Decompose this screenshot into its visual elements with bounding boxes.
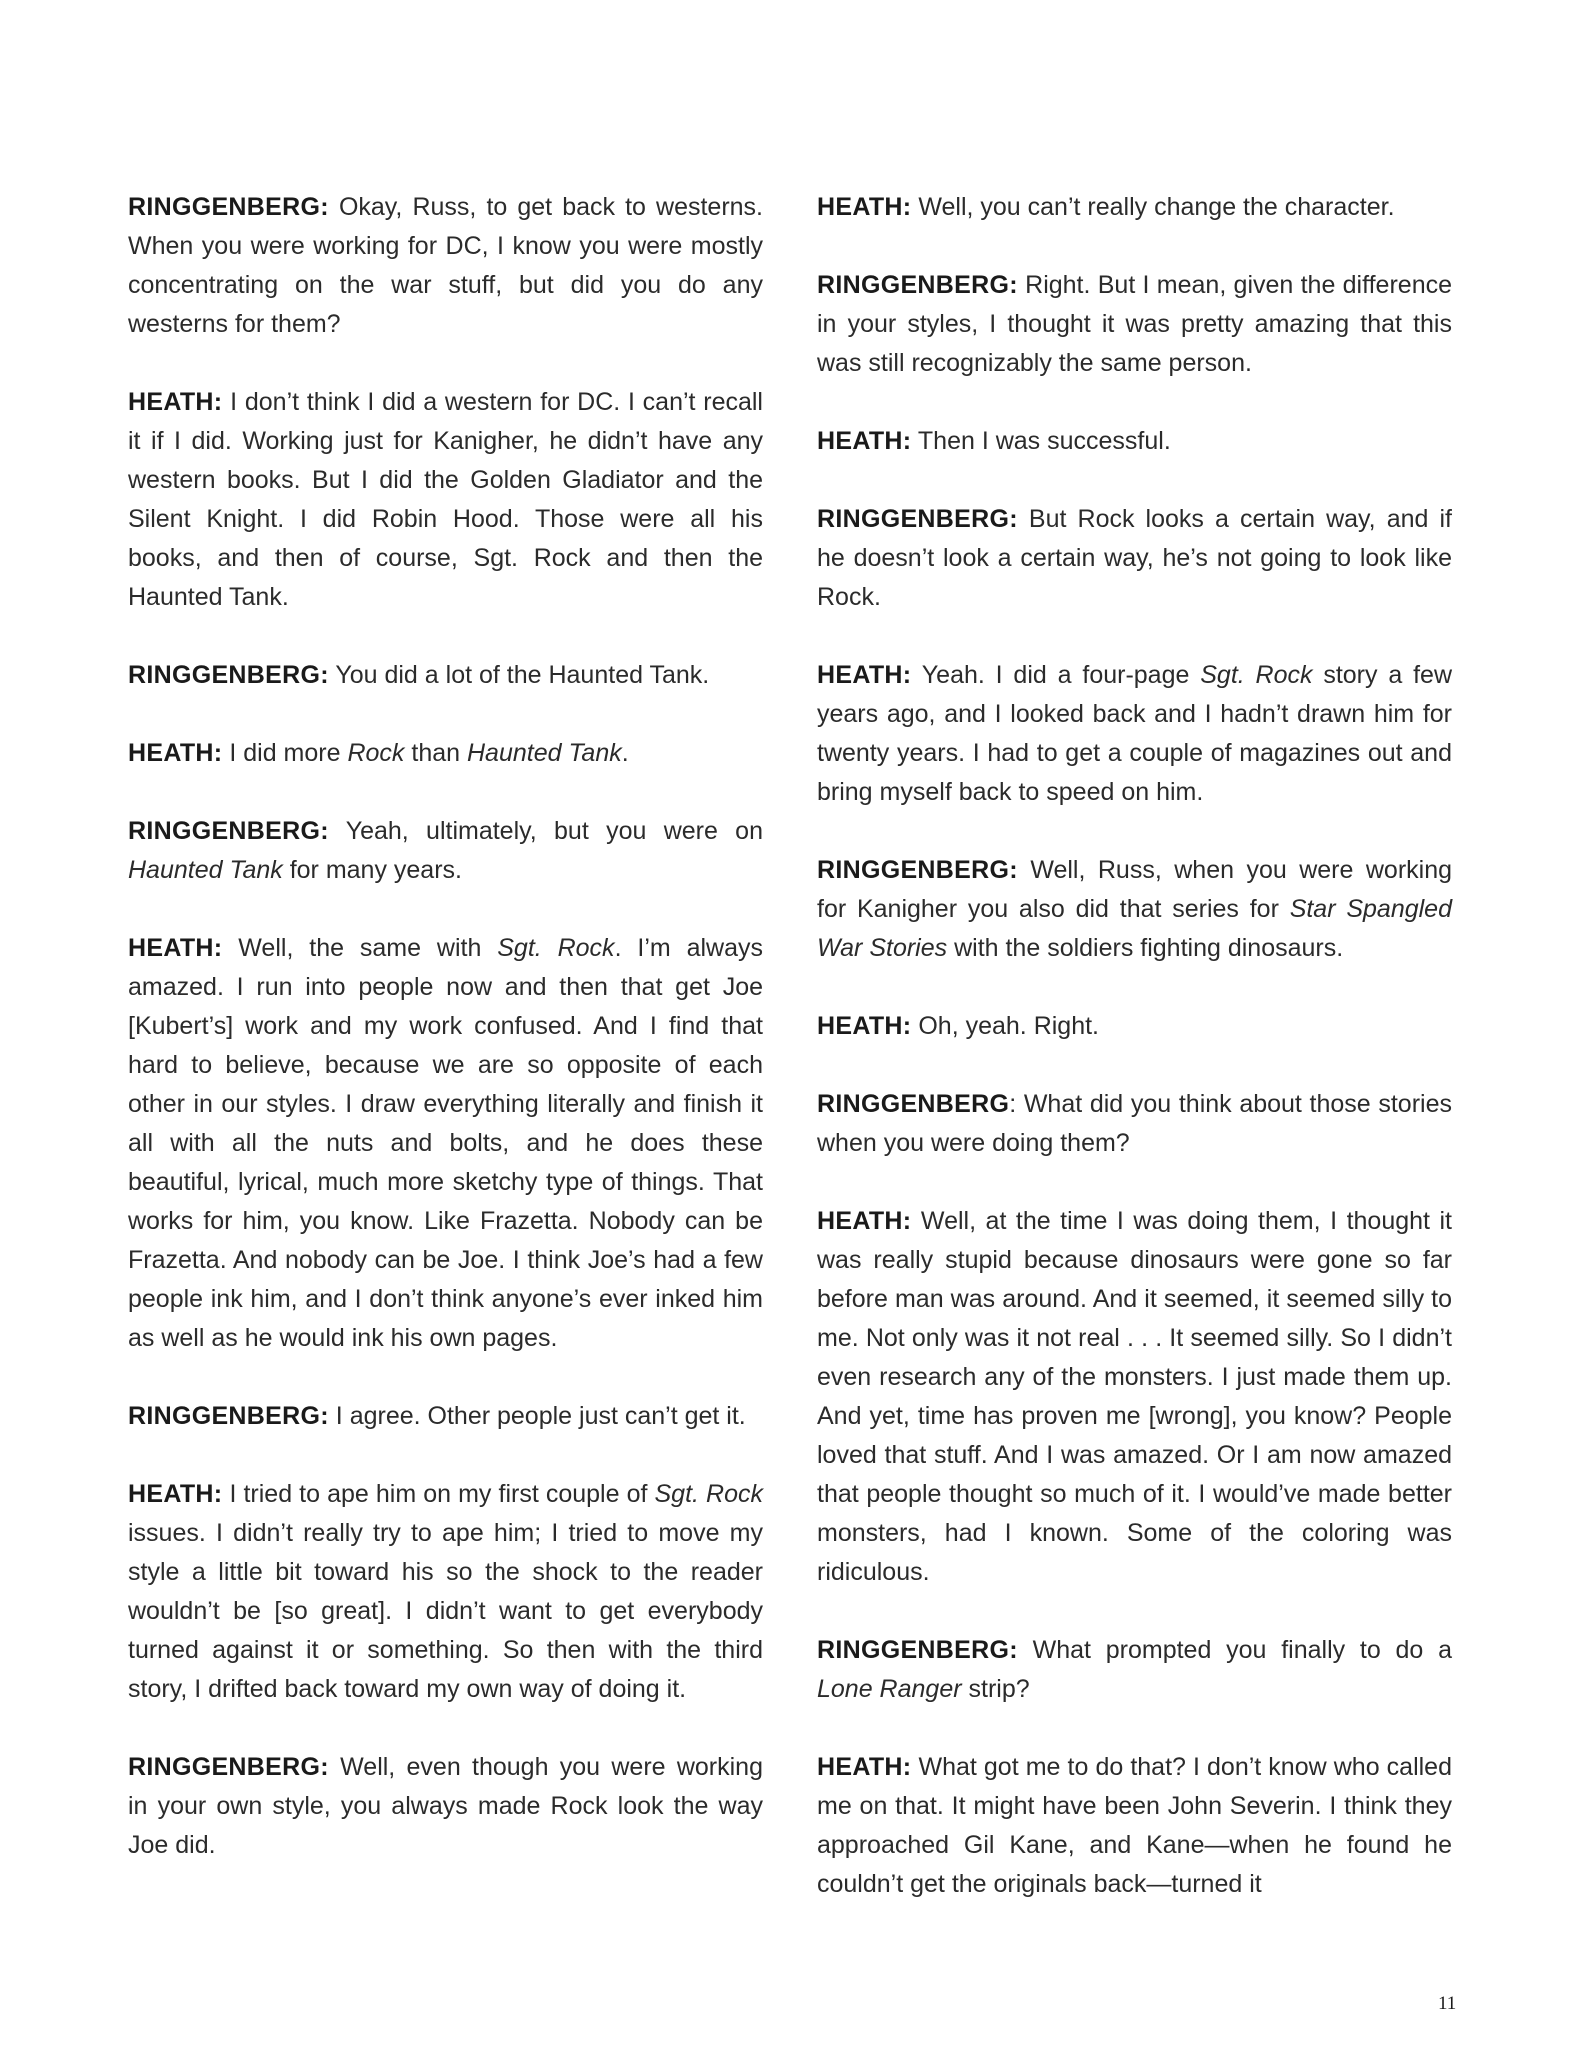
speaker-name: HEATH: (128, 934, 223, 962)
interview-paragraph (817, 1007, 1452, 1046)
italic-title: Star Spangled War Stories (817, 895, 1452, 962)
italic-title: Sgt. Rock (1200, 661, 1313, 689)
speaker-name: HEATH: (128, 739, 223, 767)
paragraph-text: Right. But I mean, given the difference in your styles, I thought it was pretty amazing that this was still recognizably the same person. (817, 271, 1452, 377)
paragraph-text: Well, at the time I was doing them, I thought it was really stupid because dinosaurs were gone so far before man was around. And it seemed, it seemed silly to me. Not only was it not real . . . It seemed silly. So I didn’t even research any of the monsters. I just made them up. And yet, time has proven me [wrong], you know? People loved that stuff. And I was amazed. Or I am now amazed that people thought so much of it. I would’ve made better monsters, had I known. Some of the coloring was ridiculous. (817, 1207, 1452, 1586)
paragraph-text: Then I was successful. (917, 427, 1171, 455)
interview-paragraph (817, 266, 1452, 383)
speaker-name: HEATH: (817, 193, 912, 221)
interview-paragraph (128, 656, 763, 695)
interview-paragraph (817, 656, 1452, 812)
interview-paragraph (128, 734, 763, 773)
interview-paragraph (817, 500, 1452, 617)
speaker-name: RINGGENBERG: (128, 817, 329, 845)
paragraph-text: . (621, 739, 629, 767)
interview-paragraph (817, 1085, 1452, 1163)
interview-paragraph (817, 422, 1452, 461)
interview-paragraph (128, 1748, 763, 1865)
interview-paragraph (817, 188, 1452, 227)
paragraph-text: But Rock looks a certain way, and if he doesn’t look a certain way, he’s not going to look like Rock. (817, 505, 1452, 611)
paragraph-text: strip? (961, 1675, 1030, 1703)
page-number: 11 (1438, 1993, 1457, 2014)
italic-title: Haunted Tank (128, 856, 283, 884)
paragraph-text: What prompted you finally to do a (1032, 1636, 1452, 1664)
paragraph-text: than (404, 739, 467, 767)
paragraph-text: Oh, yeah. Right. (918, 1012, 1099, 1040)
speaker-name: RINGGENBERG (817, 1090, 1010, 1118)
speaker-name: HEATH: (817, 427, 912, 455)
interview-paragraph (128, 929, 763, 1358)
paragraph-text: story a few years ago, and I looked back and I hadn’t drawn him for twenty years. I had to get a couple of magazines out and bring myself back to speed on him. (817, 661, 1452, 806)
interview-paragraph (128, 188, 763, 344)
paragraph-text: Okay, Russ, to get back to westerns. When you were working for DC, I know you were mostly concentrating on the war stuff, but did you do any westerns for them? (128, 193, 764, 338)
paragraph-text: Well, you can’t really change the character. (918, 193, 1395, 221)
italic-title: Rock (347, 739, 405, 767)
paragraph-text: Well, Russ, when you were working for Kanigher you also did that series for (817, 856, 1453, 923)
interview-paragraph (128, 812, 763, 890)
speaker-name: HEATH: (817, 1207, 912, 1235)
paragraph-text: I don’t think I did a western for DC. I can’t recall it if I did. Working just for Kanigher, he didn’t have any western books. But I did the Golden Gladiator and the Silent Knight. I did Robin Hood. Those were all his books, and then of course, Sgt. Rock and then the Haunted Tank. (128, 388, 763, 611)
interview-paragraph (817, 1748, 1452, 1904)
paragraph-text: for many years. (282, 856, 462, 884)
italic-title: Sgt. Rock (497, 934, 615, 962)
speaker-name: RINGGENBERG: (128, 1753, 329, 1781)
italic-title: Sgt. Rock (654, 1480, 763, 1508)
paragraph-text: Well, even though you were working in your own style, you always made Rock look the way Joe did. (128, 1753, 763, 1859)
interview-paragraph (817, 1631, 1452, 1709)
speaker-name: HEATH: (128, 1480, 223, 1508)
paragraph-text: Yeah, ultimately, but you were on (345, 817, 763, 845)
paragraph-text: What got me to do that? I don’t know who called me on that. It might have been John Severin. I think they approached Gil Kane, and Kane—when he found he couldn’t get the originals back—turned it (817, 1753, 1452, 1898)
interview-paragraph (128, 1475, 763, 1709)
interview-paragraph (128, 1397, 763, 1436)
paragraph-text: Yeah. I did a four-page (921, 661, 1201, 689)
speaker-name: RINGGENBERG: (128, 661, 329, 689)
interview-paragraph (817, 1202, 1452, 1592)
speaker-name: RINGGENBERG: (128, 1402, 329, 1430)
speaker-name: HEATH: (817, 1012, 912, 1040)
speaker-name: RINGGENBERG: (817, 505, 1018, 533)
speaker-name: HEATH: (817, 661, 912, 689)
paragraph-text: I agree. Other people just can’t get it. (335, 1402, 746, 1430)
italic-title: Haunted Tank (466, 739, 622, 767)
paragraph-text: I tried to ape him on my first couple of (229, 1480, 655, 1508)
paragraph-text: I did more (229, 739, 348, 767)
paragraph-text: : What did you think about those stories when you were doing them? (817, 1090, 1452, 1157)
speaker-name: RINGGENBERG: (817, 271, 1018, 299)
speaker-name: HEATH: (817, 1753, 912, 1781)
paragraph-text: issues. I didn’t really try to ape him; I tried to move my style a little bit toward his so the shock to the reader wouldn’t be [so great]. I didn’t want to get everybody turned against it or something. So then with the third story, I drifted back toward my own way of doing it. (128, 1519, 763, 1703)
right-text-column (817, 188, 1452, 1943)
italic-title: Lone Ranger (817, 1675, 962, 1703)
speaker-name: RINGGENBERG: (817, 1636, 1018, 1664)
paragraph-text: Well, the same with (238, 934, 498, 962)
paragraph-text: with the soldiers fighting dinosaurs. (947, 934, 1344, 962)
paragraph-text: . I’m always amazed. I run into people now and then that get Joe [Kubert’s] work and my work confused. And I find that hard to believe, because we are so opposite of each other in our styles. I draw everything literally and finish it all with all the nuts and bolts, and he does these beautiful, lyrical, much more sketchy type of things. That works for him, you know. Like Frazetta. Nobody can be Frazetta. And nobody can be Joe. I think Joe’s had a few people ink him, and I don’t think anyone’s ever inked him as well as he would ink his own pages. (128, 934, 764, 1352)
paragraph-text: You did a lot of the Haunted Tank. (335, 661, 710, 689)
left-text-column (128, 188, 763, 1904)
interview-paragraph (128, 383, 763, 617)
interview-paragraph (817, 851, 1452, 968)
speaker-name: RINGGENBERG: (817, 856, 1018, 884)
speaker-name: RINGGENBERG: (128, 193, 329, 221)
speaker-name: HEATH: (128, 388, 223, 416)
